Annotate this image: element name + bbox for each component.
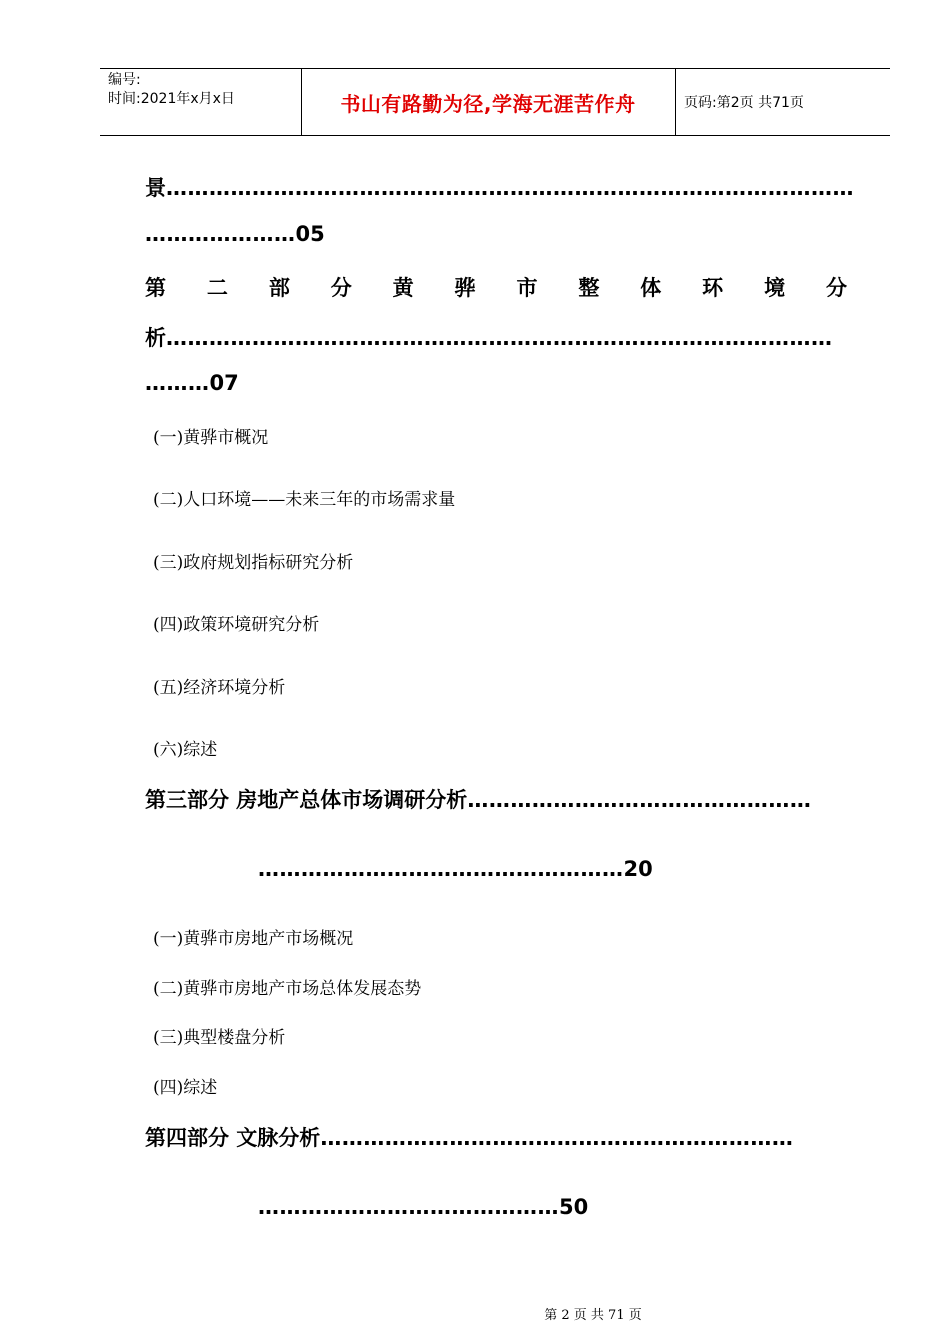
toc-part2-item: (五)经济环境分析 xyxy=(153,678,286,698)
toc-part2-title-char: 整 xyxy=(578,276,600,300)
toc-part1-leader-dots-cont: ………………… xyxy=(145,222,296,246)
toc-part1-page-line xyxy=(145,222,325,246)
toc-part4-page-line xyxy=(258,1195,588,1219)
toc-part3-item: (一)黄骅市房地产市场概况 xyxy=(153,929,354,949)
header-page-info: 页码:第2页 共71页 xyxy=(684,95,804,111)
toc-part2-title-char: 黄 xyxy=(392,276,414,300)
header-divider-right xyxy=(675,69,676,135)
toc-part2-item: (四)政策环境研究分析 xyxy=(153,615,320,635)
header-time-label: 时间:2021年x月x日 xyxy=(108,91,235,107)
header-motto: 书山有路勤为径,学海无涯苦作舟 xyxy=(340,91,636,116)
toc-part3-leader-dots-cont: …………………………………………… xyxy=(258,857,624,881)
toc-part2-title-char: 骅 xyxy=(454,276,476,300)
toc-part4-leader-dots: ………………………………………………………… xyxy=(320,1126,794,1150)
toc-part2-title-char: 境 xyxy=(764,276,786,300)
toc-part4-page-number: 50 xyxy=(559,1195,589,1219)
toc-part4-leader-dots-cont: …………………………………… xyxy=(258,1195,559,1219)
toc-part3-item: (四)综述 xyxy=(153,1078,218,1098)
page-footer: 第 2 页 共 71 页 xyxy=(544,1308,642,1323)
toc-part2-leader-dots: ………………………………………………………………………………… xyxy=(166,326,833,350)
toc-part3-item: (二)黄骅市房地产市场总体发展态势 xyxy=(153,979,422,999)
header-meta xyxy=(108,71,298,109)
toc-part2-line xyxy=(145,322,833,352)
toc-part2-tail-char: 析 xyxy=(145,326,166,350)
toc-part2-title-char: 环 xyxy=(702,276,724,300)
toc-part2-title-char: 市 xyxy=(516,276,538,300)
header-code-label: 编号: xyxy=(108,72,141,88)
toc-part3-item: (三)典型楼盘分析 xyxy=(153,1028,286,1048)
toc-part2-title-char: 体 xyxy=(640,276,662,300)
toc-part2-item: (二)人口环境——未来三年的市场需求量 xyxy=(153,490,456,510)
toc-part4-title: 第四部分 文脉分析 xyxy=(145,1126,321,1150)
toc-part2-title-char: 分 xyxy=(330,276,352,300)
toc-part1-tail-char: 景 xyxy=(145,176,166,200)
toc-part4-line xyxy=(145,1122,793,1152)
toc-part3-page-line xyxy=(258,857,653,881)
toc-part2-item: (六)综述 xyxy=(153,740,218,760)
toc-part2-title-char: 第 xyxy=(145,276,166,300)
toc-part3-page-number: 20 xyxy=(623,857,653,881)
toc-part3-leader-dots: ………………………………………… xyxy=(467,788,812,812)
toc-part2-page-number: 07 xyxy=(209,371,239,395)
toc-part2-leader-dots-cont: ……… xyxy=(145,371,210,395)
toc-part2-title xyxy=(145,272,847,302)
toc-part2-title-char: 二 xyxy=(206,276,228,300)
toc-part1-leader-dots: …………………………………………………………………………………… xyxy=(166,176,854,200)
toc-part2-title-char: 分 xyxy=(825,276,847,300)
toc-part2-page-line xyxy=(145,371,239,395)
toc-part2-title-char: 部 xyxy=(268,276,290,300)
toc-part1-line xyxy=(145,172,854,202)
toc-part2-item: (一)黄骅市概况 xyxy=(153,428,269,448)
toc-part2-item: (三)政府规划指标研究分析 xyxy=(153,553,354,573)
toc-part3-line xyxy=(145,784,811,814)
toc-part3-title: 第三部分 房地产总体市场调研分析 xyxy=(145,788,468,812)
toc-part1-page-number: 05 xyxy=(295,222,325,246)
page-header xyxy=(100,68,890,136)
